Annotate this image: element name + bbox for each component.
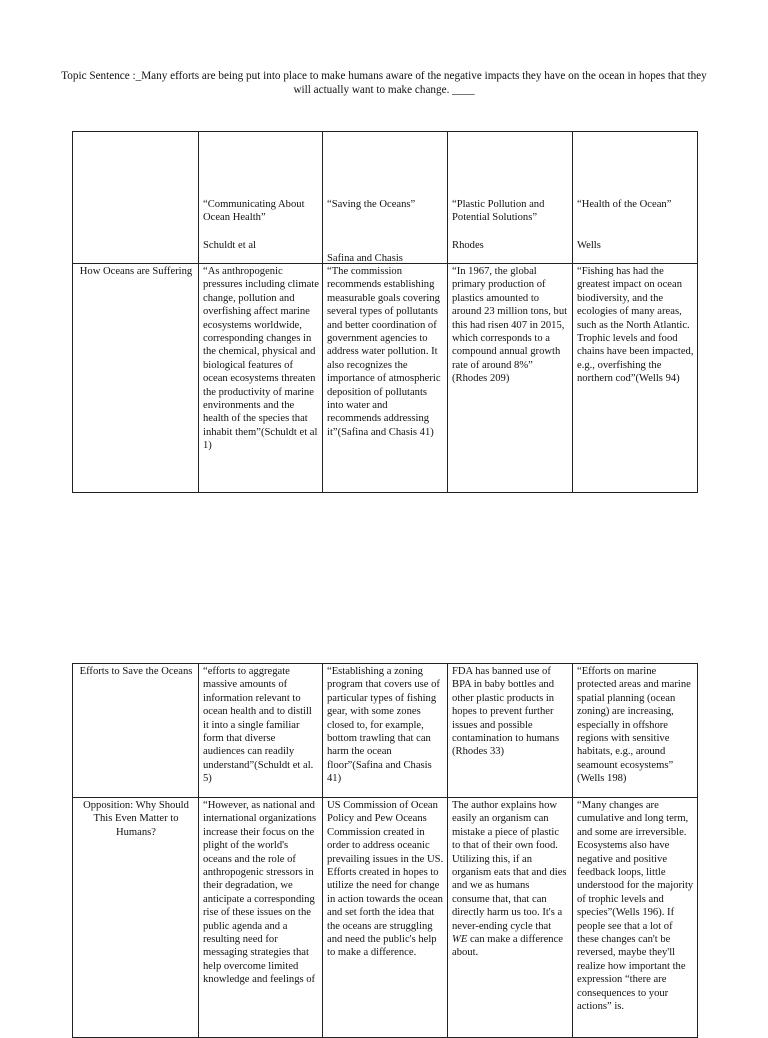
row-label: Opposition: Why Should This Even Matter to Humans?: [73, 798, 199, 1038]
table-cell: “Many changes are cumulative and long term, and some are irreversible. Ecosystems also have negative and positive feedback loops, little understood for the majority of trophic levels and species”(Wells 196). If people see that a lot of these changes can't be reversed, maybe they'll realize how important the expression “there are consequences to your actions” is.: [573, 798, 698, 1038]
row-label: Efforts to Save the Oceans: [73, 664, 199, 798]
table-cell: “Efforts on marine protected areas and marine spatial planning (ocean zoning) are increasing, especially in offshore regions with sensitive habitats, e.g., around seamount ecosystems” (Wells 198): [573, 664, 698, 798]
source-header-3: [448, 132, 573, 264]
source-header-1: [199, 132, 323, 264]
table-cell: “Fishing has had the greatest impact on ocean biodiversity, and the ecologies of many areas, such as the North Atlantic. Trophic levels and food chains have been impacted, e.g., overfishing the northern cod”(Wells 94): [573, 264, 698, 493]
source-author: Safina and Chasis: [327, 253, 403, 264]
table-cell: US Commission of Ocean Policy and Pew Oceans Commission created in order to address oceanic prevailing issues in the US. Efforts created in hopes to utilize the need for change in action towards the ocean and set forth the idea that the oceans are struggling and need the public's help to make a difference.: [323, 798, 448, 1038]
table-cell: [448, 798, 573, 1038]
source-author: Wells: [577, 240, 601, 251]
table-row: [73, 664, 698, 798]
table-cell: “efforts to aggregate massive amounts of information relevant to ocean health and to distill it into a single familiar form that diverse audiences can readily understand”(Schuldt et al. 5): [199, 664, 323, 798]
cell-text: The author explains how easily an organism can mistake a piece of plastic to that of their own food. Utilizing this, if an organism eats that and dies and we as humans consume that, that can directly harm us too. It's a never-ending cycle that: [452, 800, 567, 932]
source-author: Schuldt et al: [203, 240, 256, 251]
header-corner-cell: [73, 132, 199, 264]
research-table-page-1: [72, 131, 698, 493]
source-title: “Communicating About Ocean Health”: [203, 199, 305, 224]
table-cell: “However, as national and international organizations increase their focus on the plight of the world's oceans and the role of anthropogenic stressors in their degradation, we anticipate a corresponding rise of these issues on the public agenda and a resulting need for messaging strategies that help overcome limited knowledge and feelings of: [199, 798, 323, 1038]
research-table-page-2: [72, 663, 698, 1038]
table-row: [73, 264, 698, 493]
table-cell: “The commission recommends establishing measurable goals covering several types of pollutants and better coordination of government agencies to address water pollution. It also recognizes the importance of atmospheric deposition of pollutants into water and recommends addressing it”(Safina and Chasis 41): [323, 264, 448, 493]
source-header-2: [323, 132, 448, 264]
source-title: “Health of the Ocean”: [577, 199, 672, 210]
table-cell: “Establishing a zoning program that covers use of particular types of fishing gear, with some zones closed to, for example, bottom trawling that can harm the ocean floor”(Safina and Chasis 41): [323, 664, 448, 798]
source-author: Rhodes: [452, 240, 484, 251]
row-label: How Oceans are Suffering: [73, 264, 199, 493]
source-title: “Saving the Oceans”: [327, 199, 416, 210]
topic-sentence: Topic Sentence :_Many efforts are being put into place to make humans aware of the negative impacts they have on the ocean in hopes that they will actually want to make change. ____: [61, 70, 707, 96]
table-cell: “As anthropogenic pressures including climate change, pollution and overfishing affect marine ecosystems worldwide, corresponding changes in the chemical, physical and biological features of ocean ecosystems threaten the productivity of marine environments and the health of the species that inhabit them”(Schuldt et al 1): [199, 264, 323, 493]
source-title: “Plastic Pollution and Potential Solutions”: [452, 199, 545, 224]
cell-text: can make a difference about.: [452, 934, 563, 959]
table-cell: “In 1967, the global primary production of plastics amounted to around 23 million tons, but this had risen 407 in 2015, which corresponds to a compound annual growth rate of around 8%” (Rhodes 209): [448, 264, 573, 493]
source-header-4: [573, 132, 698, 264]
table-row: [73, 798, 698, 1038]
table-cell: FDA has banned use of BPA in baby bottles and other plastic products in hopes to prevent further issues and possible contamination to humans (Rhodes 33): [448, 664, 573, 798]
header-row: [73, 132, 698, 264]
emphasis-text: WE: [452, 934, 468, 946]
